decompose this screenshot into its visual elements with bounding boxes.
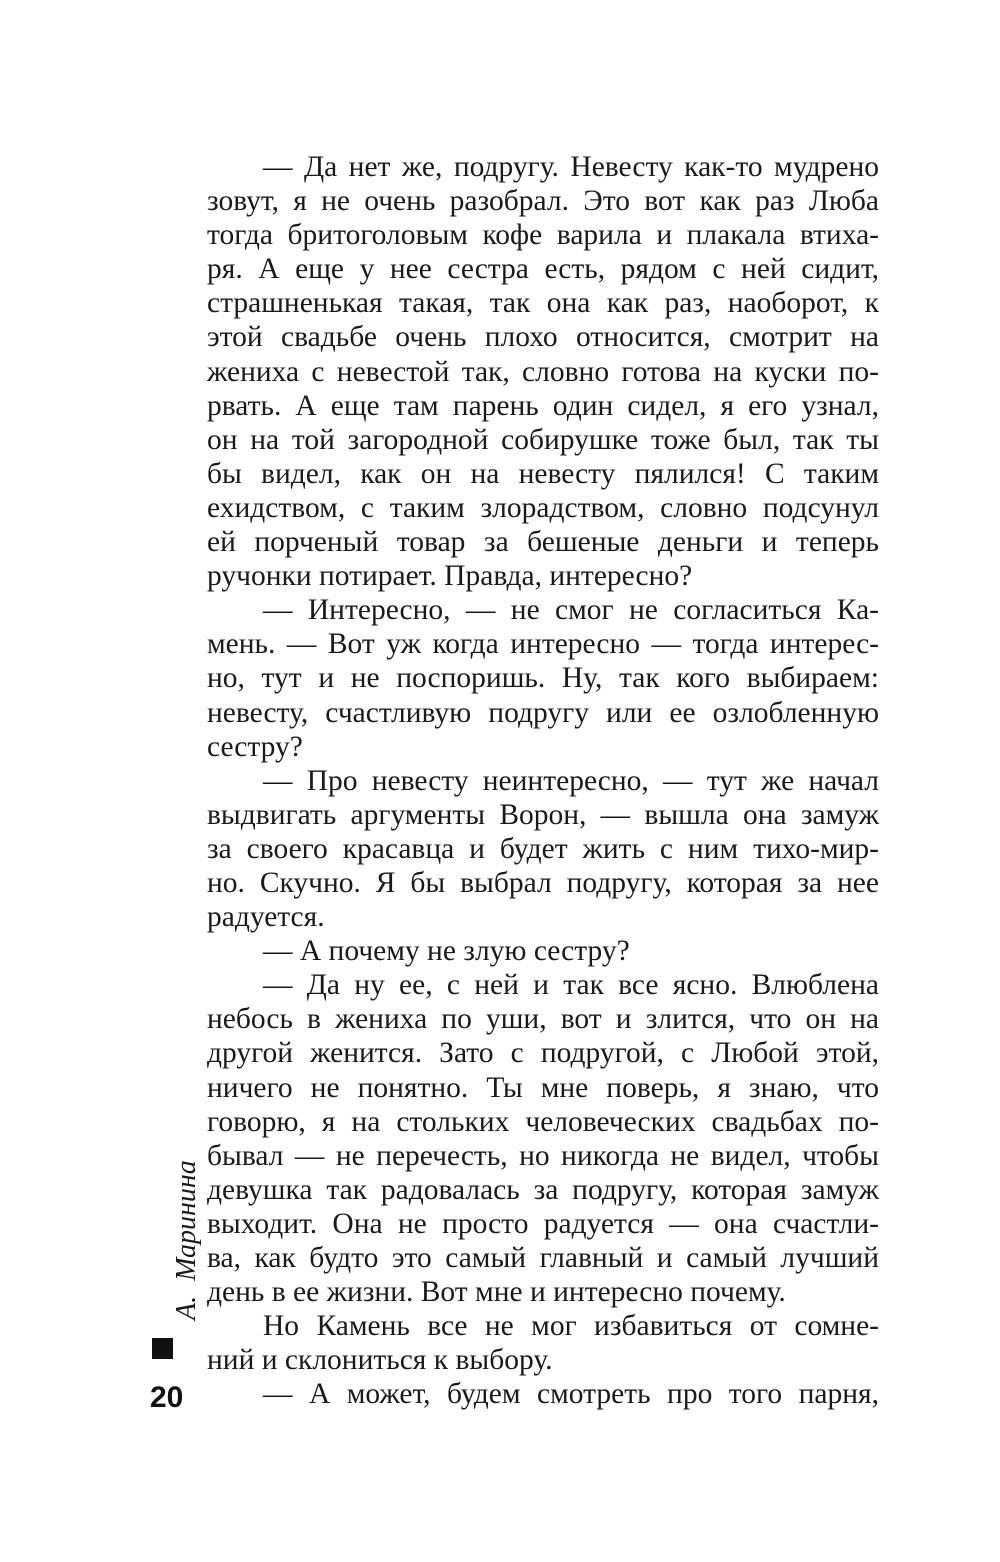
page-marker-square xyxy=(152,1338,173,1359)
text-line: говорю, я на стольких человеческих свадьбах по- xyxy=(207,1105,879,1138)
text-line: другой женится. Зато с подругой, с Любой этой, xyxy=(207,1037,879,1070)
text-line: рвать. А еще там парень один сидел, я его узнал, xyxy=(207,389,879,422)
text-line: страшненькая такая, так она как раз, наоборот, к xyxy=(207,287,879,320)
text-line: бывал — не перечесть, но никогда не видел, чтобы xyxy=(207,1139,879,1172)
text-line: выдвигать аргументы Ворон, — вышла она замуж xyxy=(207,798,879,831)
text-line: небось в жениха по уши, вот и злится, что он на xyxy=(207,1003,879,1036)
text-line: — Про невесту неинтересно, — тут же начал xyxy=(263,764,879,797)
text-line: ничего не понятно. Ты мне поверь, я знаю, что xyxy=(207,1071,879,1104)
text-line: но, тут и не поспоришь. Ну, так кого выбираем: xyxy=(207,662,879,695)
text-line: но. Скучно. Я бы выбрал подругу, которая за нее xyxy=(207,866,879,899)
text-line: тогда бритоголовым кофе варила и плакала втиха- xyxy=(207,219,879,252)
text-line: сестру? xyxy=(207,730,303,763)
text-line: радуется. xyxy=(207,901,325,934)
text-line: — Да ну ее, с ней и так все ясно. Влюблена xyxy=(263,969,879,1002)
text-line: ва, как будто это самый главный и самый лучший xyxy=(207,1242,879,1274)
text-line: зовут, я не очень разобрал. Это вот как раз Люба xyxy=(207,185,879,218)
text-line: бы видел, как он на невесту пялился! С таким xyxy=(207,457,879,490)
text-line: — А почему не злую сестру? xyxy=(263,935,630,968)
text-line: ря. А еще у нее сестра есть, рядом с ней сидит, xyxy=(207,253,879,286)
text-line: ей порченый товар за бешеные деньги и теперь xyxy=(207,526,879,559)
text-line: выходит. Она не просто радуется — она счастли- xyxy=(207,1207,879,1240)
text-line: — Да нет же, подругу. Невесту как-то мудрено xyxy=(263,151,879,183)
page-number: 20 xyxy=(150,1381,184,1414)
text-line: ехидством, с таким злорадством, словно подсунул xyxy=(207,491,879,524)
text-line: — Интересно, — не смог не согласиться Ка- xyxy=(263,594,879,627)
text-line: он на той загородной собирушке тоже был, так ты xyxy=(207,423,879,456)
text-line: мень. — Вот уж когда интересно — тогда интерес- xyxy=(207,628,879,661)
text-line: — А может, будем смотреть про того парня, xyxy=(263,1378,879,1411)
text-line: ний и склониться к выбору. xyxy=(207,1344,553,1377)
body-text xyxy=(207,150,879,1411)
text-line: девушка так радовалась за подругу, которая замуж xyxy=(207,1173,879,1206)
author-running-head: А. Маринина xyxy=(171,1160,202,1320)
text-line: день в ее жизни. Вот мне и интересно почему. xyxy=(207,1276,786,1309)
text-line: за своего красавца и будет жить с ним тихо-мир- xyxy=(207,832,879,865)
text-line: Но Камень все не мог избавиться от сомне- xyxy=(263,1310,879,1343)
text-line: ручонки потирает. Правда, интересно? xyxy=(207,560,693,593)
text-line: этой свадьбе очень плохо относится, смотрит на xyxy=(207,321,879,354)
text-line: жениха с невестой так, словно готова на куски по- xyxy=(207,355,879,388)
text-line: невесту, счастливую подругу или ее озлобленную xyxy=(207,696,879,729)
